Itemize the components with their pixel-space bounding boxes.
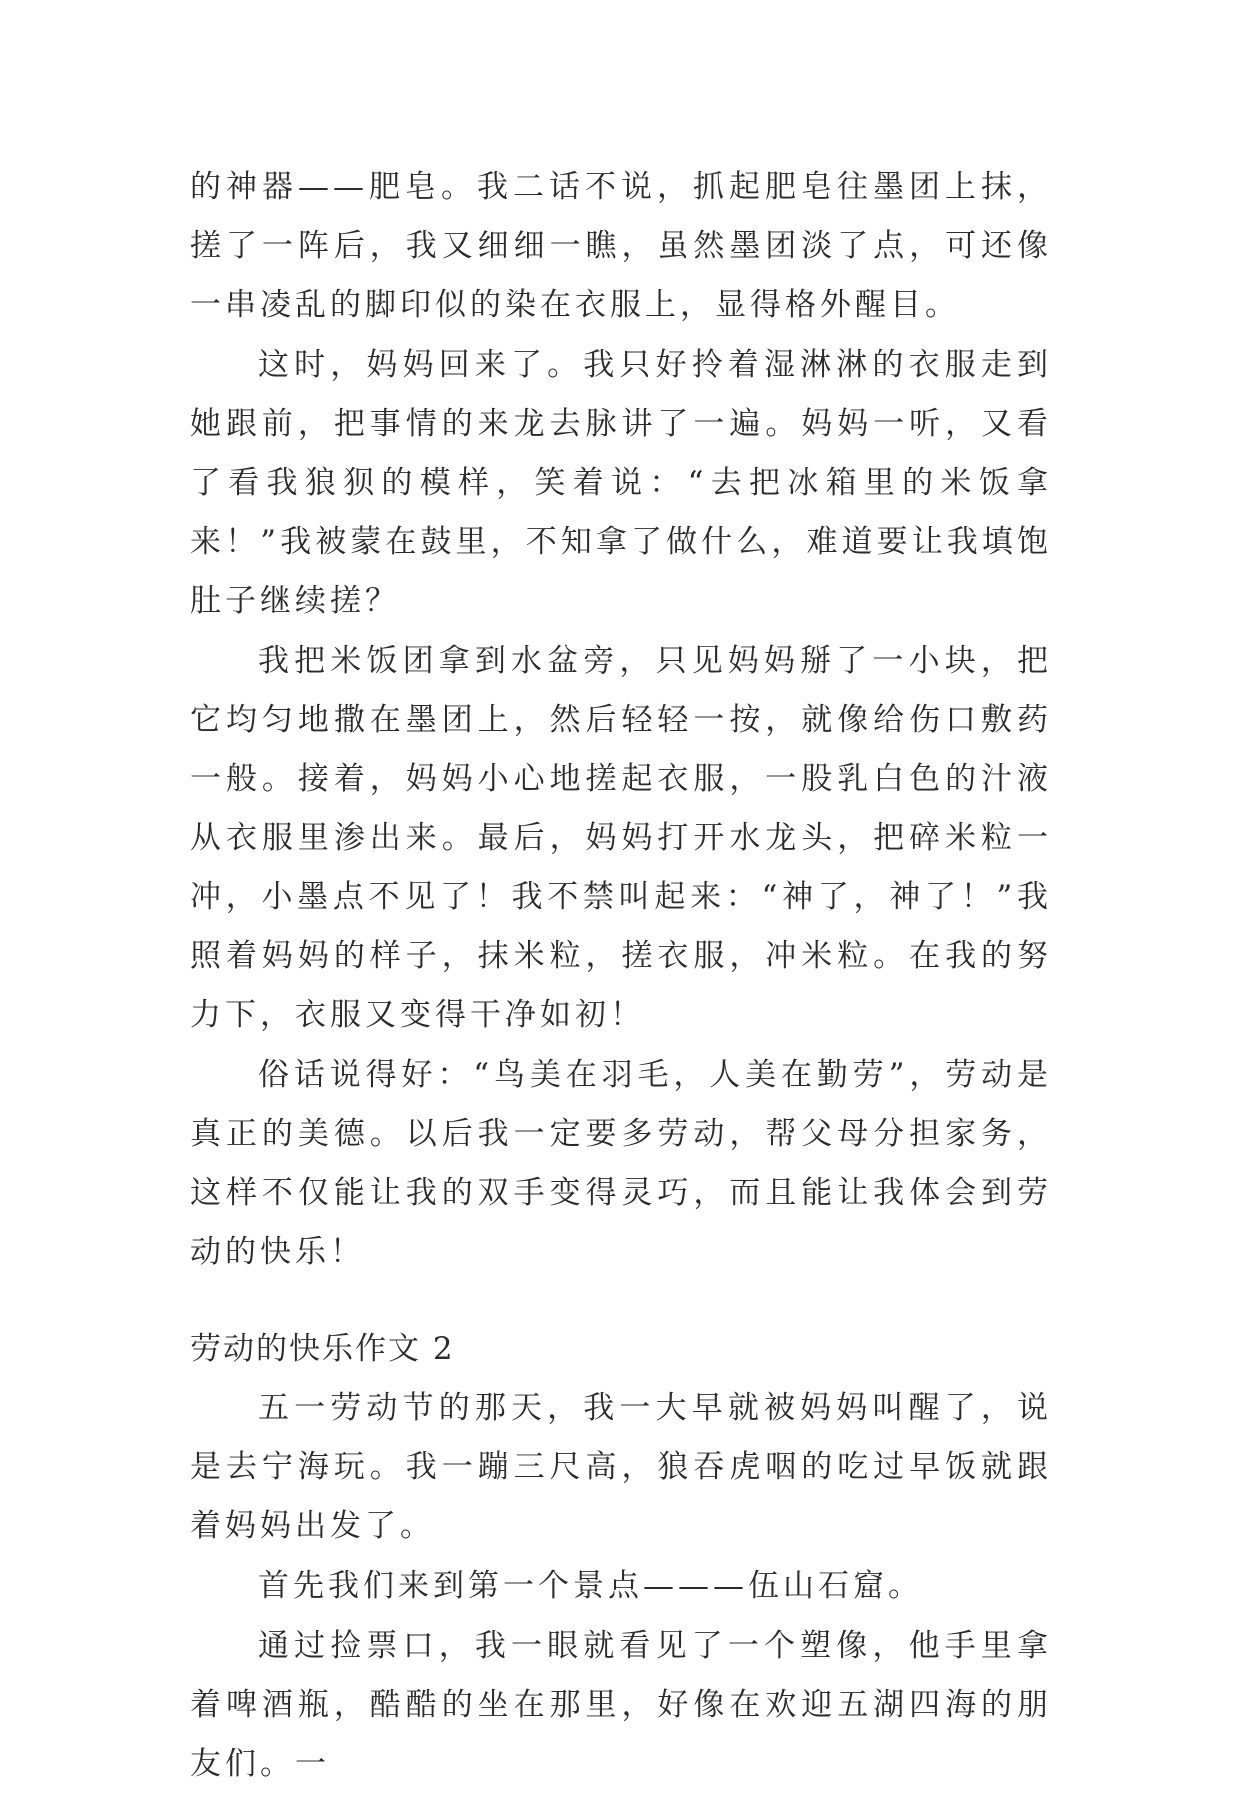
essay2-paragraph-3: 通过捡票口，我一眼就看见了一个塑像，他手里拿着啤酒瓶，酷酷的坐在那里，好像在欢迎五湖四海的朋友们。一 — [190, 1628, 1052, 1782]
essay1-paragraph-2: 这时，妈妈回来了。我只好拎着湿淋淋的衣服走到她跟前，把事情的来龙去脉讲了一遍。妈妈一听，又看了看我狼狈的模样，笑着说：“去把冰箱里的米饭拿来！”我被蒙在鼓里，不知拿了做什么，难道要让我填饱肚子继续搓？ — [190, 347, 1052, 619]
essay2-title: 劳动的快乐作文 2 — [190, 1331, 455, 1367]
essay1-paragraph-1: 的神器——肥皂。我二话不说，抓起肥皂往墨团上抹，搓了一阵后，我又细细一瞧，虽然墨团淡了点，可还像一串凌乱的脚印似的染在衣服上，显得格外醒目。 — [190, 169, 1052, 323]
document-body — [190, 158, 1052, 1795]
essay2-paragraph-2: 首先我们来到第一个景点———伍山石窟。 — [258, 1568, 923, 1604]
essay1-paragraph-4: 俗话说得好：“鸟美在羽毛，人美在勤劳”，劳动是真正的美德。以后我一定要多劳动，帮父母分担家务，这样不仅能让我的双手变得灵巧，而且能让我体会到劳动的快乐！ — [190, 1057, 1052, 1270]
essay1-paragraph-3: 我把米饭团拿到水盆旁，只见妈妈掰了一小块，把它均匀地撒在墨团上，然后轻轻一按，就像给伤口敷药一般。接着，妈妈小心地搓起衣服，一股乳白色的汁液从衣服里渗出来。最后，妈妈打开水龙头，把碎米粒一冲，小墨点不见了！我不禁叫起来：“神了，神了！”我照着妈妈的样子，抹米粒，搓衣服，冲米粒。在我的努力下，衣服又变得干净如初！ — [190, 643, 1052, 1033]
essay2-paragraph-1: 五一劳动节的那天，我一大早就被妈妈叫醒了，说是去宁海玩。我一蹦三尺高，狼吞虎咽的吃过早饭就跟着妈妈出发了。 — [190, 1390, 1052, 1544]
